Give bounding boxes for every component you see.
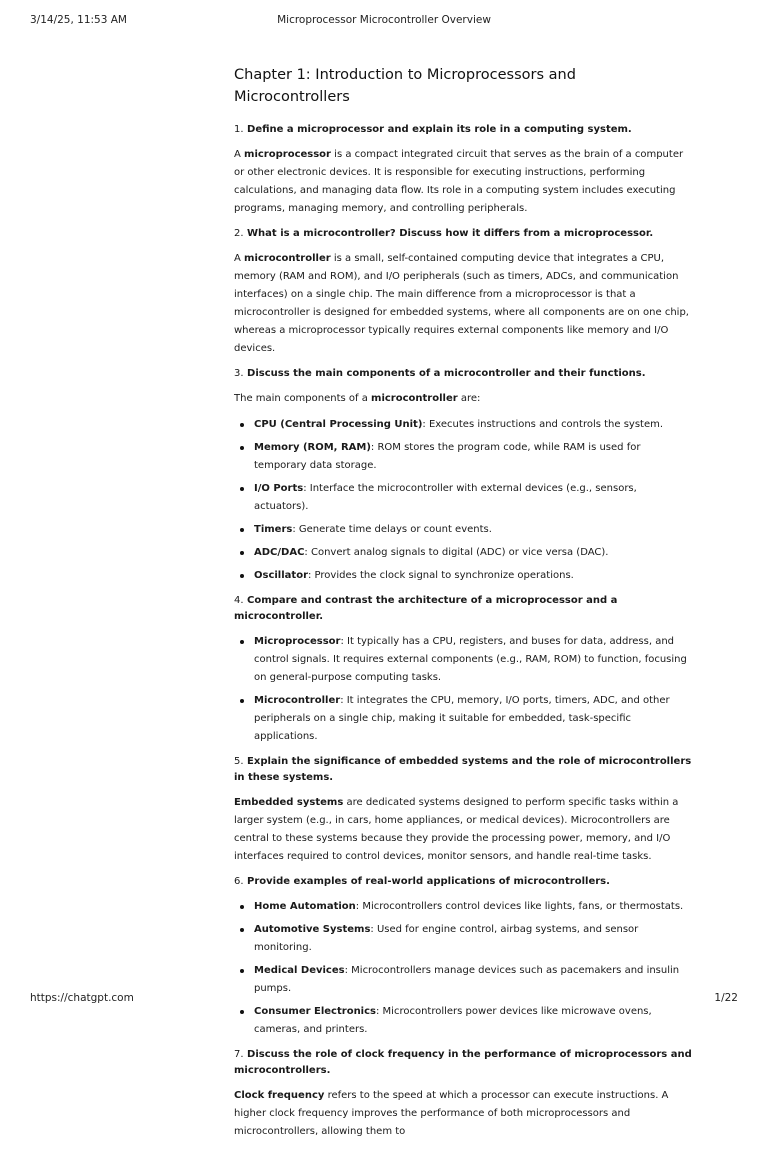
page-number: 1/22 <box>714 992 738 1004</box>
question-text: Define a microprocessor and explain its role in a computing system. <box>247 124 632 135</box>
question-number: 6. <box>234 876 244 887</box>
list-item <box>254 480 694 516</box>
item-text: : Interface the microcontroller with external devices (e.g., sensors, actuators). <box>254 483 637 512</box>
item-term: ADC/DAC <box>254 547 305 558</box>
item-term: Medical Devices <box>254 965 345 976</box>
print-page-title: Microprocessor Microcontroller Overview <box>277 14 491 26</box>
answer-text: is a compact integrated circuit that serves as the brain of a computer or other electronic devices. It is responsible for executing instructions, performing calculations, and managing data flow. Its role in a computing system includes executing programs, managing memory, and controlling peripherals. <box>234 149 684 214</box>
print-header <box>0 14 768 30</box>
answer-text: A <box>234 149 245 160</box>
components-list <box>234 416 694 585</box>
question-5 <box>234 754 694 866</box>
question-heading <box>234 874 694 890</box>
answer-term: microcontroller <box>371 393 458 404</box>
item-term: Microprocessor <box>254 636 341 647</box>
question-text: What is a microcontroller? Discuss how it differs from a microprocessor. <box>247 228 654 239</box>
question-text: Provide examples of real-world applications of microcontrollers. <box>247 876 610 887</box>
item-text: : It integrates the CPU, memory, I/O ports, timers, ADC, and other peripherals on a single chip, making it suitable for embedded, task-specific applications. <box>254 695 670 742</box>
answer-term: Clock frequency <box>234 1090 325 1101</box>
question-number: 3. <box>234 368 244 379</box>
list-item <box>254 567 694 585</box>
item-term: Oscillator <box>254 570 308 581</box>
print-datetime: 3/14/25, 11:53 AM <box>30 14 127 26</box>
item-text: : Used for engine control, airbag systems, and sensor monitoring. <box>254 924 639 953</box>
list-item <box>254 521 694 539</box>
item-term: CPU (Central Processing Unit) <box>254 419 423 430</box>
answer-term: microprocessor <box>244 149 331 160</box>
question-7 <box>234 1047 694 1141</box>
answer-term: Embedded systems <box>234 797 344 808</box>
answer-paragraph <box>234 1087 694 1141</box>
item-text: : Microcontrollers power devices like microwave ovens, cameras, and printers. <box>254 1006 652 1035</box>
print-footer <box>0 992 768 1008</box>
chapter-title: Chapter 1: Introduction to Microprocessors and Microcontrollers <box>234 67 576 105</box>
question-text: Discuss the role of clock frequency in the performance of microprocessors and microcontrollers. <box>234 1049 692 1076</box>
question-heading <box>234 593 694 625</box>
architecture-list <box>234 633 694 746</box>
list-item <box>254 692 694 746</box>
answer-text: are: <box>457 393 481 404</box>
question-heading <box>234 366 694 382</box>
print-url: https://chatgpt.com <box>30 992 134 1004</box>
item-term: Automotive Systems <box>254 924 371 935</box>
list-item <box>254 416 694 434</box>
question-1 <box>234 122 694 218</box>
question-text: Discuss the main components of a microcontroller and their functions. <box>247 368 646 379</box>
question-number: 7. <box>234 1049 244 1060</box>
item-text: : Executes instructions and controls the system. <box>422 419 664 430</box>
question-heading <box>234 754 694 786</box>
document-body <box>234 64 694 1149</box>
applications-list <box>234 898 694 1039</box>
item-text: : Provides the clock signal to synchronize operations. <box>308 570 574 581</box>
list-item <box>254 1003 694 1039</box>
answer-text: A <box>234 253 245 264</box>
answer-intro <box>234 390 694 408</box>
item-term: Timers <box>254 524 293 535</box>
item-term: I/O Ports <box>254 483 304 494</box>
answer-paragraph <box>234 146 694 218</box>
answer-term: microcontroller <box>244 253 331 264</box>
question-heading <box>234 122 694 138</box>
question-number: 4. <box>234 595 244 606</box>
list-item <box>254 921 694 957</box>
question-heading <box>234 1047 694 1079</box>
question-number: 5. <box>234 756 244 767</box>
list-item <box>254 898 694 916</box>
answer-paragraph <box>234 794 694 866</box>
item-term: Memory (ROM, RAM) <box>254 442 371 453</box>
answer-text: is a small, self-contained computing device that integrates a CPU, memory (RAM and ROM), and I/O peripherals (such as timers, ADCs, and communication interfaces) on a single chip. The main difference from a microprocessor is that a microcontroller is designed for embedded systems, where all components are on one chip, whereas a microprocessor typically requires external components like memory and I/O devices. <box>234 253 689 354</box>
question-3 <box>234 366 694 585</box>
question-number: 1. <box>234 124 244 135</box>
item-text: : Convert analog signals to digital (ADC) or vice versa (DAC). <box>304 547 609 558</box>
answer-text: refers to the speed at which a processor can execute instructions. A higher clock frequency improves the performance of both microprocessors and microcontrollers, allowing them to <box>234 1090 669 1137</box>
question-6 <box>234 874 694 1039</box>
question-2 <box>234 226 694 358</box>
item-term: Microcontroller <box>254 695 341 706</box>
item-text: : ROM stores the program code, while RAM is used for temporary data storage. <box>254 442 641 471</box>
question-text: Compare and contrast the architecture of a microprocessor and a microcontroller. <box>234 595 618 622</box>
answer-text: are dedicated systems designed to perform specific tasks within a larger system (e.g., in cars, home appliances, or medical devices). Microcontrollers are central to these systems because they provide the processing power, memory, and I/O interfaces required to control devices, monitor sensors, and handle real-time tasks. <box>234 797 679 862</box>
item-text: : Generate time delays or count events. <box>292 524 492 535</box>
question-text: Explain the significance of embedded systems and the role of microcontrollers in these systems. <box>234 756 692 783</box>
list-item <box>254 633 694 687</box>
question-4 <box>234 593 694 746</box>
question-heading <box>234 226 694 242</box>
item-text: : Microcontrollers manage devices such as pacemakers and insulin pumps. <box>254 965 680 994</box>
list-item <box>254 439 694 475</box>
question-number: 2. <box>234 228 244 239</box>
item-term: Consumer Electronics <box>254 1006 376 1017</box>
item-text: : It typically has a CPU, registers, and buses for data, address, and control signals. It requires external components (e.g., RAM, ROM) to function, focusing on general-purpose computing tasks. <box>254 636 687 683</box>
item-term: Home Automation <box>254 901 356 912</box>
answer-text: The main components of a <box>234 393 372 404</box>
item-text: : Microcontrollers control devices like lights, fans, or thermostats. <box>355 901 684 912</box>
list-item <box>254 544 694 562</box>
answer-paragraph <box>234 250 694 358</box>
